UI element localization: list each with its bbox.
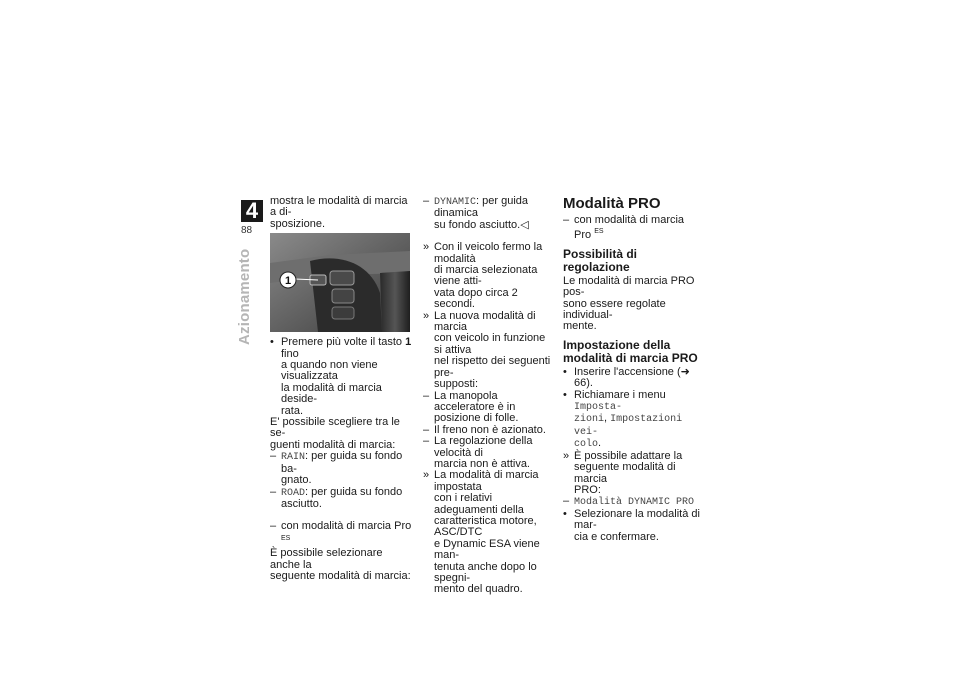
item-line: Selezionare la modalità di mar- xyxy=(574,507,700,532)
item-line: È possibile adattare la xyxy=(574,449,683,462)
text: Inserire l'accensione ( xyxy=(574,365,681,378)
item-line: con i relativi adeguamenti della xyxy=(434,492,524,516)
handlebar-switch-illustration xyxy=(270,233,410,332)
item-line: di marcia selezionata viene atti- xyxy=(434,264,538,288)
list-item xyxy=(423,391,555,425)
bullet-line: rata. xyxy=(281,404,304,417)
para-line: Le modalità di marcia PRO pos- xyxy=(563,274,695,299)
column-right xyxy=(563,196,703,543)
item-line: su fondo asciutto.◁ xyxy=(434,218,529,231)
result-mark: » xyxy=(423,469,430,482)
menu-code: Imposta- xyxy=(574,402,623,414)
dash-mark: – xyxy=(270,450,277,463)
item-line: PRO: xyxy=(574,483,601,496)
list-item xyxy=(423,242,555,310)
item-line: posizione di folle. xyxy=(434,412,519,425)
step-ignition xyxy=(563,367,703,390)
bullet-line: la modalità di marcia deside- xyxy=(281,381,382,406)
item-line: Il freno non è azionato. xyxy=(434,423,546,436)
dash-mark: – xyxy=(270,520,277,533)
page-number: 88 xyxy=(241,225,253,236)
mode-item-rain xyxy=(270,451,412,486)
para-line: mente. xyxy=(563,320,597,333)
item-line: vata dopo circa 2 secondi. xyxy=(434,286,518,311)
mode-item-road xyxy=(270,487,412,511)
dash-mark: – xyxy=(423,389,430,402)
item-line xyxy=(281,521,412,548)
para-line: seguente modalità di marcia: xyxy=(270,569,411,582)
item-line: Con il veicolo fermo la modalità xyxy=(434,241,543,265)
item-line xyxy=(574,367,703,390)
key-number: 1 xyxy=(405,336,412,349)
dash-mark: – xyxy=(423,423,430,436)
list-item xyxy=(423,436,555,470)
chapter-number-badge: 4 xyxy=(241,200,263,222)
option-superscript: ES xyxy=(281,534,291,542)
mode-code: DYNAMIC xyxy=(434,197,477,208)
column-left xyxy=(270,196,412,582)
list-item xyxy=(423,311,555,391)
item-line: e Dynamic ESA viene man- xyxy=(434,537,540,562)
bullet-line xyxy=(281,337,412,360)
item-line xyxy=(574,215,703,242)
section-heading: Modalità PRO xyxy=(563,195,661,212)
bullet-mark: • xyxy=(563,388,567,401)
mode-code: RAIN xyxy=(281,452,306,464)
text: : per guida su fondo ba- xyxy=(281,450,403,475)
para-line: sono essere regolate individual- xyxy=(563,297,666,322)
dash-mark: – xyxy=(563,214,570,226)
item-line xyxy=(434,196,555,220)
item-line: asciutto. xyxy=(281,497,322,510)
pro-option-item xyxy=(563,215,703,242)
item-line: mento del quadro. xyxy=(434,583,523,596)
step-menu xyxy=(563,390,703,451)
item-line xyxy=(574,496,703,508)
text: con modalità di marcia Pro xyxy=(281,520,412,533)
para-line: E' possibile scegliere tra le se- xyxy=(270,416,400,440)
text: . xyxy=(598,437,602,450)
item-line: caratteristica motore, ASC/DTC xyxy=(434,514,537,539)
mode-code: ROAD xyxy=(281,487,306,499)
item-line xyxy=(574,390,703,414)
dash-mark: – xyxy=(423,435,430,448)
result-mark: » xyxy=(423,241,430,254)
item-line: nel rispetto dei seguenti pre- xyxy=(434,355,551,379)
result-mark: » xyxy=(563,449,570,462)
item-line: tenuta anche dopo lo spegni- xyxy=(434,560,537,584)
mode-code: Modalità DYNAMIC PRO xyxy=(574,497,695,509)
mode-item-dynamic xyxy=(423,196,555,231)
menu-code: colo xyxy=(574,439,599,451)
intro-line-2: sposizione. xyxy=(270,217,326,230)
result-mark: » xyxy=(423,309,430,322)
pro-option-item xyxy=(270,521,412,548)
bullet-mark: • xyxy=(563,507,567,520)
item-line: supposti: xyxy=(434,378,479,391)
page-reference-link[interactable]: 66 xyxy=(574,377,587,390)
text: fino xyxy=(281,347,299,360)
step-result xyxy=(563,451,703,497)
subheading-line: modalità di marcia PRO xyxy=(563,350,698,365)
bullet-mark: • xyxy=(270,336,274,349)
item-line: seguente modalità di marcia xyxy=(574,461,676,485)
para-line: È possibile selezionare anche la xyxy=(270,547,383,571)
dash-mark: – xyxy=(423,195,430,207)
item-line: La modalità di marcia impostata xyxy=(434,469,539,493)
text: Premere più volte il tasto xyxy=(281,336,403,349)
item-line xyxy=(281,451,412,475)
bullet-press-button xyxy=(270,337,412,417)
para-line: guenti modalità di marcia: xyxy=(270,438,396,451)
item-line: con veicolo in funzione si attiva xyxy=(434,332,546,356)
bullet-mark: • xyxy=(563,365,567,378)
text: ). xyxy=(586,377,593,390)
item-line: La manopola acceleratore è in xyxy=(434,389,516,413)
step-mode-option xyxy=(563,496,703,508)
text: : per guida su fondo xyxy=(305,485,403,498)
text: : per guida dinamica xyxy=(434,195,528,220)
item-line xyxy=(574,438,703,450)
intro-line-1: mostra le modalità di marcia a di- xyxy=(270,195,408,219)
chapter-title-vertical: Azionamento xyxy=(236,248,253,345)
menu-code: Impostazioni vei- xyxy=(574,414,683,438)
list-item xyxy=(423,470,555,595)
callout-number: 1 xyxy=(284,275,292,288)
dash-mark: – xyxy=(563,495,570,508)
item-line xyxy=(574,413,703,438)
text: Richiamare i menu xyxy=(574,388,666,401)
item-line: marcia non è attiva. xyxy=(434,457,530,470)
subheading-line: Impostazione della xyxy=(563,337,671,352)
column-middle xyxy=(423,196,555,596)
step-select xyxy=(563,509,703,543)
arrow-right-icon: ➜ xyxy=(680,365,690,378)
item-line: La regolazione della velocità di xyxy=(434,435,533,459)
item-line: gnato. xyxy=(281,474,312,487)
text: , xyxy=(604,412,608,425)
handlebar-switch-photo xyxy=(270,233,410,332)
item-line: La nuova modalità di marcia xyxy=(434,309,536,334)
text: con modalità di marcia Pro xyxy=(574,214,685,242)
item-line: cia e confermare. xyxy=(574,530,659,543)
bullet-line: a quando non viene visualizzata xyxy=(281,359,378,383)
option-superscript: ES xyxy=(594,228,604,236)
subheading-adjustment: Possibilità di regolazione xyxy=(563,246,638,274)
dash-mark: – xyxy=(270,485,277,498)
menu-code: zioni xyxy=(574,414,605,426)
subheading-setting xyxy=(563,339,703,365)
